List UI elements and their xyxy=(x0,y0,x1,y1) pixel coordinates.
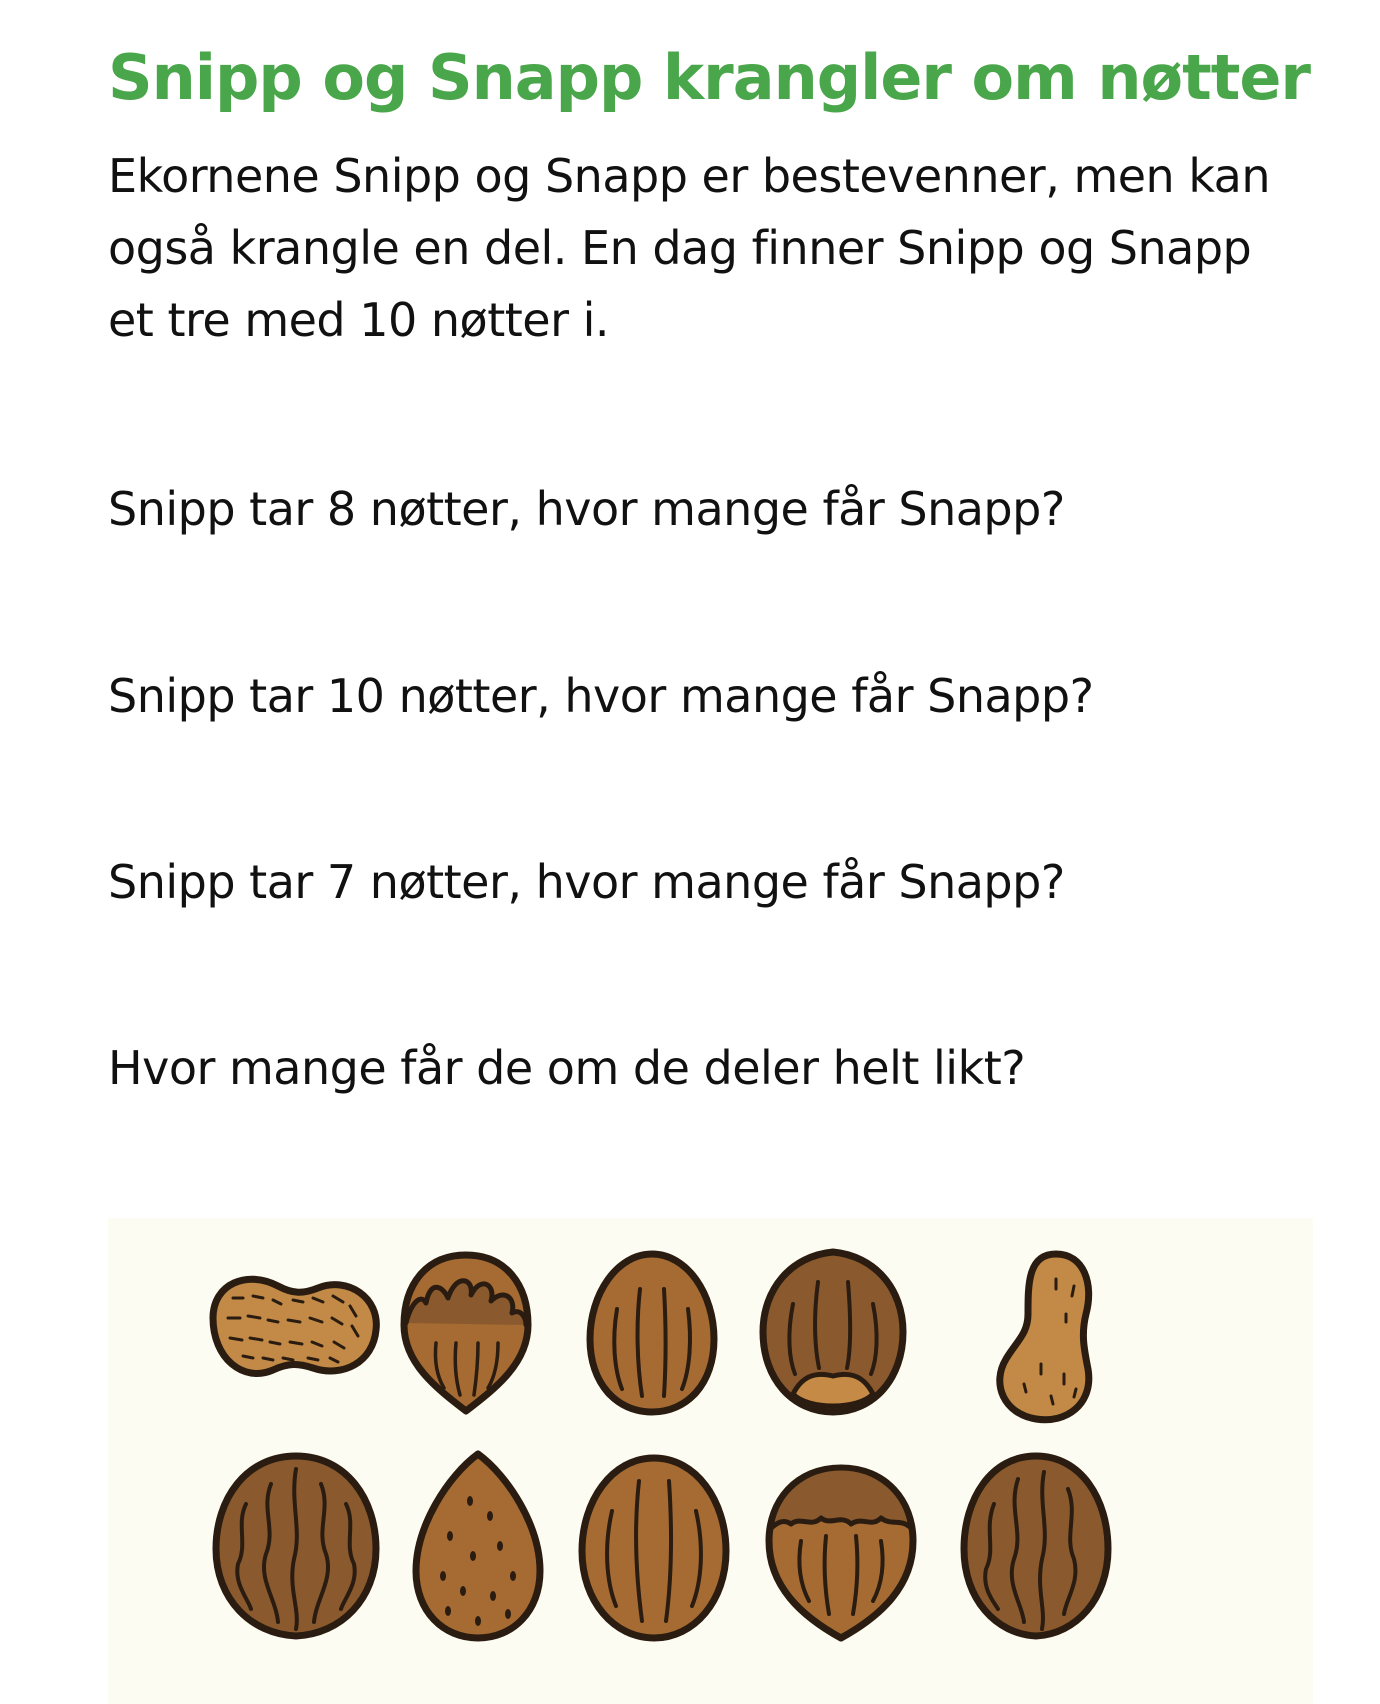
hazelnut-icon xyxy=(763,1252,903,1412)
worksheet-title: Snipp og Snapp krangler om nøtter xyxy=(108,41,1310,114)
question-1: Snipp tar 8 nøtter, hvor mange får Snapp? xyxy=(108,482,1065,536)
hazelnut-icon xyxy=(404,1255,528,1411)
peanut-icon xyxy=(1000,1254,1089,1420)
nuts-illustration-svg xyxy=(108,1218,1313,1704)
nuts-illustration xyxy=(108,1218,1313,1704)
question-2: Snipp tar 10 nøtter, hvor mange får Snapp? xyxy=(108,669,1094,723)
hazelnut-icon xyxy=(769,1468,913,1638)
intro-text: Ekornene Snipp og Snapp er bestevenner, men kan også krangle en del. En dag finner Snipp og Snapp et tre med 10 nøtter i. xyxy=(108,149,1271,347)
pecan-icon xyxy=(582,1458,726,1638)
walnut-icon xyxy=(964,1456,1108,1636)
peanut-icon xyxy=(213,1279,376,1373)
walnut-icon xyxy=(216,1456,376,1636)
almond-icon xyxy=(590,1254,714,1412)
question-3: Snipp tar 7 nøtter, hvor mange får Snapp? xyxy=(108,855,1065,909)
question-4: Hvor mange får de om de deler helt likt? xyxy=(108,1041,1026,1095)
almond-icon xyxy=(416,1454,540,1638)
